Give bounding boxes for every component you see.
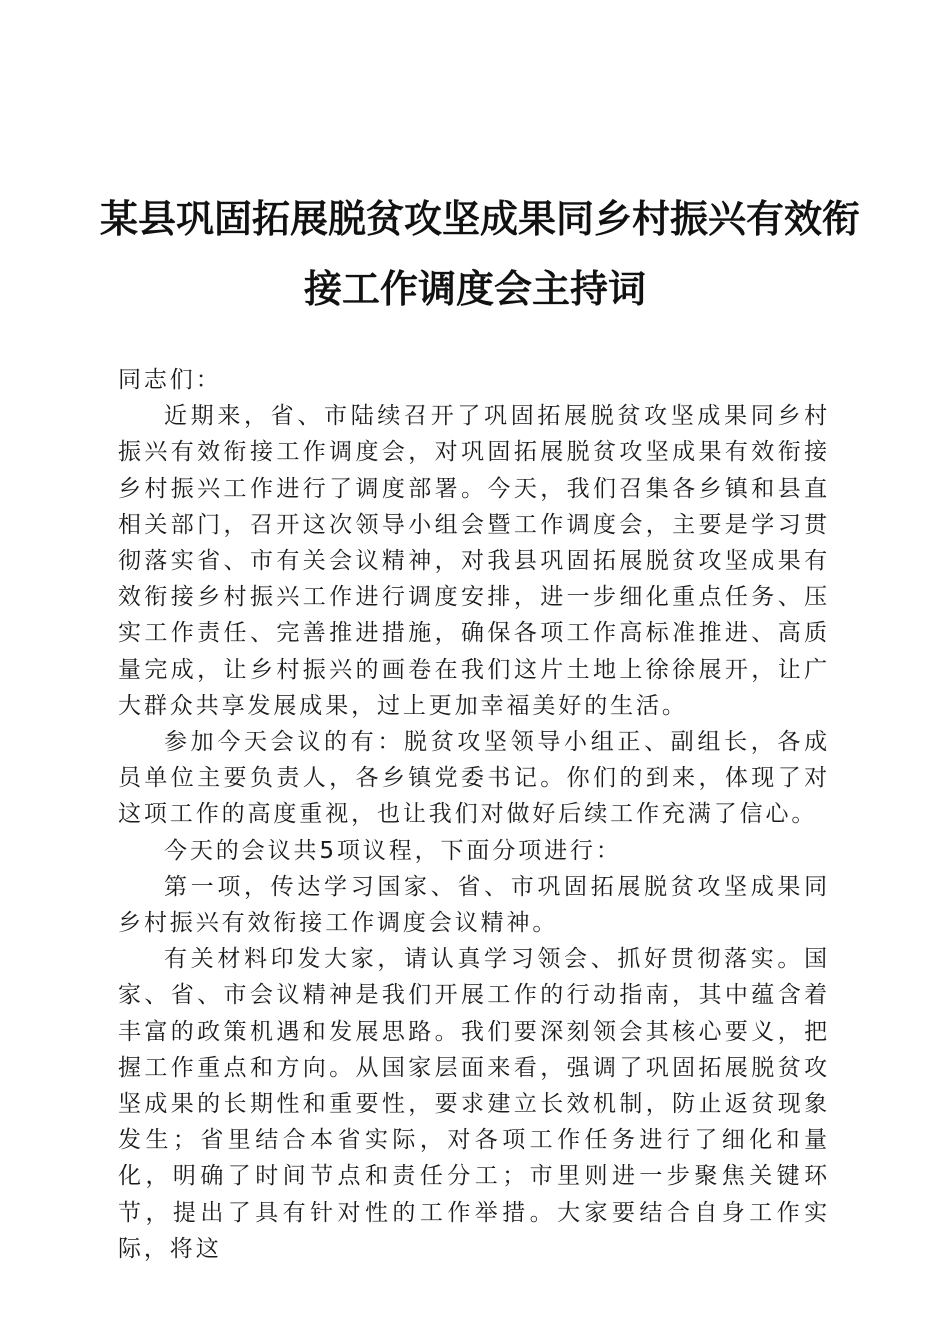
paragraph-agenda: 今天的会议共5项议程，下面分项进行： (164, 837, 622, 864)
document-body (118, 362, 830, 1267)
salutation: 同志们： (118, 367, 222, 393)
document-title-line-1: 某县巩固拓展脱贫攻坚成果同乡村振兴有效衔 (100, 196, 861, 241)
paragraph-attendees: 参加今天会议的有：脱贫攻坚领导小组正、副组长，各成员单位主要负责人，各乡镇党委书记。你们的到来，体现了对这项工作的高度重视，也让我们对做好后续工作充满了信心。 (118, 729, 830, 828)
paragraph-opening: 近期来，省、市陆续召开了巩固拓展脱贫攻坚成果同乡村振兴有效衔接工作调度会，对巩固拓展脱贫攻坚成果有效衔接乡村振兴工作进行了调度部署。今天，我们召集各乡镇和县直相关部门，召开这次领导小组会暨工作调度会，主要是学习贯彻落实省、市有关会议精神，对我县巩固拓展脱贫攻坚成果有效衔接乡村振兴工作进行调度安排，进一步细化重点任务、压实工作责任、完善推进措施，确保各项工作高标准推进、高质量完成，让乡村振兴的画卷在我们这片土地上徐徐展开，让广大群众共享发展成果，过上更加幸福美好的生活。 (118, 403, 830, 719)
paragraph-item-one: 第一项，传达学习国家、省、市巩固拓展脱贫攻坚成果同乡村振兴有效衔接工作调度会议精神。 (118, 873, 830, 937)
document-title-line-2: 接工作调度会主持词 (303, 266, 646, 311)
paragraph-materials: 有关材料印发大家，请认真学习领会、抓好贯彻落实。国家、省、市会议精神是我们开展工作的行动指南，其中蕴含着丰富的政策机遇和发展思路。我们要深刻领会其核心要义，把握工作重点和方向。从国家层面来看，强调了巩固拓展脱贫攻坚成果的长期性和重要性，要求建立长效机制，防止返贫现象发生；省里结合本省实际，对各项工作任务进行了细化和量化，明确了时间节点和责任分工；市里则进一步聚焦关键环节，提出了具有针对性的工作举措。大家要结合自身工作实际，将这 (118, 946, 830, 1262)
